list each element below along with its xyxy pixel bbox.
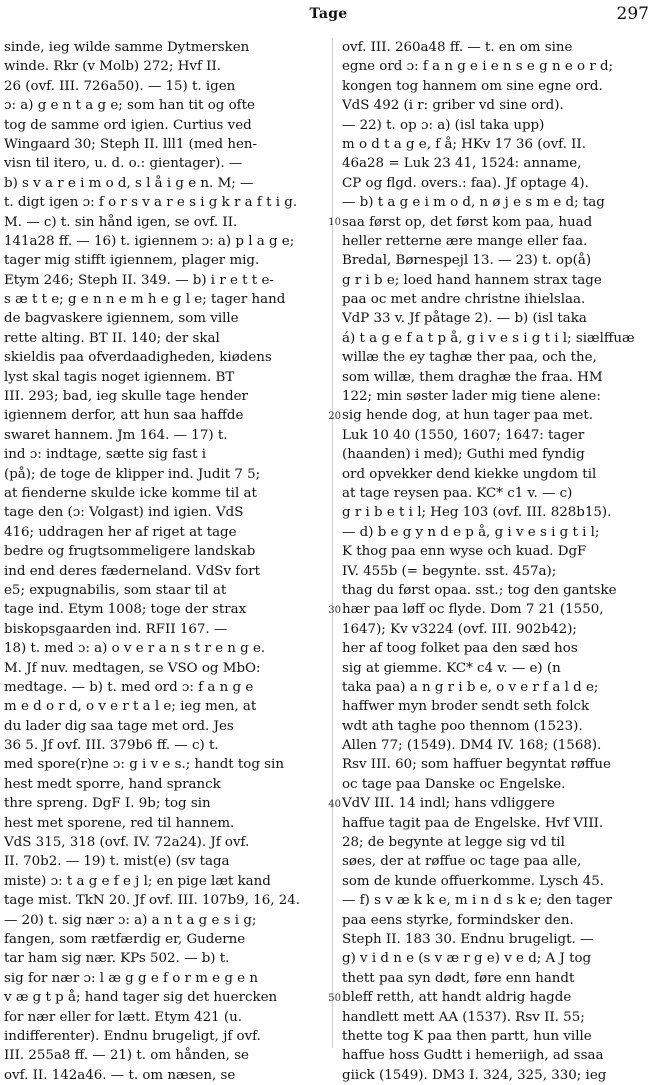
text-line: som de kunde offuerkomme. Lysch 45. [342, 873, 605, 889]
text-line: 46a28 = Luk 23 41, 1524: anname, [342, 156, 582, 172]
text-line: — d) b e g y n d e p å, g i v e s i g t i l; [342, 524, 600, 540]
text-line: ord opvekker dend kiekke ungdom til [342, 466, 597, 482]
text-line: at tage reysen paa. KC* c1 v. — c) [342, 485, 573, 501]
text-line: M. Jf nuv. medtagen, se VSO og MbO: [4, 660, 261, 676]
text-line: g r i b e t i l; Heg 103 (ovf. III. 828b15). [342, 505, 612, 521]
text-line: biskopsgaarden ind. RFII 167. — [4, 621, 228, 637]
running-title: Tage [309, 6, 348, 22]
text-line: tage mist. TkN 20. Jf ovf. III. 107b9, 16, 24. [4, 893, 301, 909]
text-line: for nær eller for lætt. Etym 421 (u. [4, 1009, 243, 1025]
text-line: tager mig stifft igiennem, plager mig. [4, 253, 260, 269]
text-line: tar ham sig nær. KPs 502. — b) t. [4, 951, 230, 967]
text-line: t. digt igen ɔ: f o r s v a r e s i g k r a f t i g. [4, 195, 298, 211]
text-line: fangen, som rætfærdig er, Guderne [4, 931, 246, 947]
text-line: giick (1549). DM3 I. 324, 325, 330; ieg [342, 1067, 607, 1083]
text-line: oc tage paa Danske oc Engelske. [342, 776, 566, 792]
text-line: ind end deres fæderneland. VdSv fort [4, 563, 261, 579]
text-line: — b) t a g e i m o d, n ø j e s m e d; tag [342, 195, 605, 211]
text-line: hest met sporene, red til hannem. [4, 815, 235, 831]
text-line: e5; expugnabilis, som staar til at [4, 582, 227, 598]
text-line: tog de samme ord igien. Curtius ved [4, 117, 252, 133]
line-number: 50 [328, 992, 341, 1004]
text-line: rette alting. BT II. 140; der skal [4, 330, 220, 346]
text-line: II. 70b2. — 19) t. mist(e) (sv taga [4, 854, 230, 870]
text-line: VdS 315, 318 (ovf. IV. 72a24). Jf ovf. [4, 835, 250, 851]
text-line: IV. 455b (= begynte. sst. 457a); [342, 563, 557, 579]
text-line: (på); de toge de klipper ind. Judit 7 5; [4, 466, 261, 482]
text-line: VdV III. 14 indl; hans vdliggere [342, 796, 555, 812]
text-line: taka paa) a n g r i b e, o v e r f a l d e; [342, 679, 599, 695]
text-line: handlett mett AA (1537). Rsv II. 55; [342, 1009, 585, 1025]
left-column [4, 38, 318, 1085]
text-line: ovf. III. 260a48 ff. — t. en om sine [342, 40, 573, 55]
text-line: som willæ, them draghæ the fraa. HM [342, 369, 603, 385]
page-number: 297 [616, 4, 649, 24]
text-line: g r i b e; loed hand hannem strax tage [342, 272, 602, 288]
line-number: 10 [328, 216, 341, 228]
text-line: thett paa syn dødt, føre enn handt [342, 970, 575, 986]
text-line: g) v i d n e (s v æ r g e) v e d; A J tog [342, 951, 592, 967]
text-line: 141a28 ff. — 16) t. igiennem ɔ: a) p l a g e; [4, 233, 295, 249]
text-line: 18) t. med ɔ: a) o v e r a n s t r e n g e. [4, 641, 266, 657]
text-line: hær paa løff oc flyde. Dom 7 21 (1550, [342, 602, 604, 618]
text-line: Luk 10 40 (1550, 1607; 1647: tager [342, 427, 585, 443]
text-line: med spore(r)ne ɔ: g i v e s.; handt tog sin [4, 757, 284, 773]
text-line: egne ord ɔ: f a n g e i e n s e g n e o r d; [342, 59, 614, 75]
column-divider [332, 38, 333, 1048]
line-number: 40 [328, 798, 341, 810]
text-line: ind ɔ: indtage, sætte sig fast i [4, 447, 206, 463]
text-line: lyst skal tagis noget igiennem. BT [4, 369, 235, 385]
text-line: skieldis paa ofverdaadigheden, kiødens [4, 350, 272, 366]
text-line: Steph II. 183 30. Endnu brugeligt. — [342, 931, 594, 947]
text-line: 26 (ovf. III. 726a50). — 15) t. igen [4, 78, 236, 94]
text-line: saa først op, det først kom paa, huad [342, 214, 593, 230]
text-line: visn til itero, u. d. o.: gientager). — [4, 156, 243, 172]
text-line: indifferenter). Endnu brugeligt, jf ovf. [4, 1028, 261, 1044]
text-line: s æ t t e; g e n n e m h e g l e; tager hand [4, 292, 286, 308]
text-line: VdS 492 (i r: griber vd sine ord). [342, 98, 564, 114]
text-line: haffwer myn broder sendt seth folck [342, 699, 590, 715]
text-line: medtage. — b) t. med ord ɔ: f a n g e [4, 679, 254, 695]
text-line: igiennem derfor, att hun saa haffde [4, 408, 244, 424]
text-line: winde. Rkr (v Molb) 272; Hvf II. [4, 59, 222, 75]
text-line: CP og flgd. overs.: faa). Jf optage 4). [342, 175, 589, 191]
text-line: miste) ɔ: t a g e f e j l; en pige læt kand [4, 873, 271, 889]
text-line: Etym 246; Steph II. 349. — b) i r e t t e- [4, 272, 274, 288]
text-line: heller retterne ære mange eller faa. [342, 233, 588, 249]
text-line: III. 293; bad, ieg skulle tage hender [4, 389, 248, 405]
text-line: Wingaard 30; Steph II. lll1 (med hen- [4, 136, 258, 152]
text-line: swaret hannem. Jm 164. — 17) t. [4, 427, 228, 443]
text-line: paa eens styrke, formindsker den. [342, 912, 574, 928]
text-line: du lader dig saa tage met ord. Jes [4, 718, 234, 734]
text-line: haffue tagit paa de Engelske. Hvf VIII. [342, 815, 604, 831]
text-line: v æ g t p å; hand tager sig det huercken [4, 990, 278, 1006]
text-line: hest medt sporre, hand spranck [4, 776, 221, 792]
text-line: tage ind. Etym 1008; toge der strax [4, 602, 247, 618]
text-line: Rsv III. 60; som haffuer begyntat røffue [342, 757, 611, 773]
text-line: III. 255a8 ff. — 21) t. om hånden, se [4, 1048, 249, 1064]
text-line: søes, der at røffue oc tage paa alle, [342, 854, 582, 870]
text-line: 28; de begynte at legge sig vd til [342, 835, 565, 851]
text-line: 122; min søster lader mig tiene alene: [342, 389, 601, 405]
text-line: her af toog folket paa den sæd hos [342, 641, 578, 657]
text-line: willæ the ey taghæ ther paa, och the, [342, 350, 597, 366]
text-line: b) s v a r e i m o d, s l å i g e n. M; — [4, 175, 254, 191]
text-line: bleff retth, att handt aldrig hagde [342, 990, 572, 1006]
line-number: 30 [328, 604, 341, 616]
text-line: M. — c) t. sin hånd igen, se ovf. II. [4, 214, 238, 230]
line-number: 20 [328, 410, 341, 422]
text-line: haffue hoss Gudtt i hemeriigh, ad ssaa [342, 1048, 604, 1064]
text-line: 416; uddragen her af riget at tage [4, 524, 237, 540]
text-line: — f) s v æ k k e, m i n d s k e; den tager [342, 893, 613, 909]
text-line: sig for nær ɔ: l æ g g e f o r m e g e n [4, 970, 258, 986]
text-line: K thog paa enn wyse och kuad. DgF [342, 544, 587, 560]
text-line: VdP 33 v. Jf påtage 2). — b) (isl taka [342, 311, 587, 327]
text-line: ovf. II. 142a46. — t. om næsen, se [4, 1067, 236, 1083]
text-line: — 22) t. op ɔ: a) (isl taka upp) [342, 117, 545, 133]
text-line: paa oc met andre christne ihielslaa. [342, 292, 586, 308]
text-line: m e d o r d, o v e r t a l e; ieg men, at [4, 699, 257, 715]
text-line: bedre og frugtsommeligere landskab [4, 544, 256, 560]
text-line: Allen 77; (1549). DM4 IV. 168; (1568). [342, 738, 602, 754]
text-line: kongen tog hannem om sine egne ord. [342, 78, 603, 94]
text-line: ɔ: a) g e n t a g e; som han tit og ofte [4, 98, 255, 114]
page-header [0, 4, 657, 30]
text-line: tage den (ɔ: Volgast) ind igien. VdS [4, 505, 244, 521]
text-line: sig at giemme. KC* c4 v. — e) (n [342, 660, 561, 676]
text-line: á) t a g e f a t p å, g i v e s i g t i l; siælffuæ [342, 330, 635, 346]
text-line: (haanden) i med); Guthi med fyndig [342, 447, 585, 463]
text-line: thre spreng. DgF I. 9b; tog sin [4, 796, 211, 812]
text-line: — 20) t. sig nær ɔ: a) a n t a g e s i g; [4, 912, 257, 928]
text-line: sig hende dog, at hun tager paa met. [342, 408, 593, 424]
text-line: m o d t a g e, f å; HKv 17 36 (ovf. II. [342, 136, 586, 152]
text-line: thag du først opaa. sst.; tog den gantske [342, 582, 617, 598]
text-line: sinde, ieg wilde samme Dytmersken [4, 40, 250, 55]
text-line: Bredal, Børnespejl 13. — 23) t. op(å) [342, 253, 592, 269]
right-column [342, 38, 648, 1085]
text-line: 1647); Kv v3224 (ovf. III. 902b42); [342, 621, 577, 637]
text-line: thette tog K paa then partt, hun ville [342, 1028, 592, 1044]
text-line: wdt ath taghe poo thennom (1523). [342, 718, 583, 734]
text-line: de bagvaskere igiennem, som ville [4, 311, 239, 327]
text-line: 36 5. Jf ovf. III. 379b6 ff. — c) t. [4, 738, 219, 754]
text-line: at fienderne skulde icke komme til at [4, 485, 257, 501]
